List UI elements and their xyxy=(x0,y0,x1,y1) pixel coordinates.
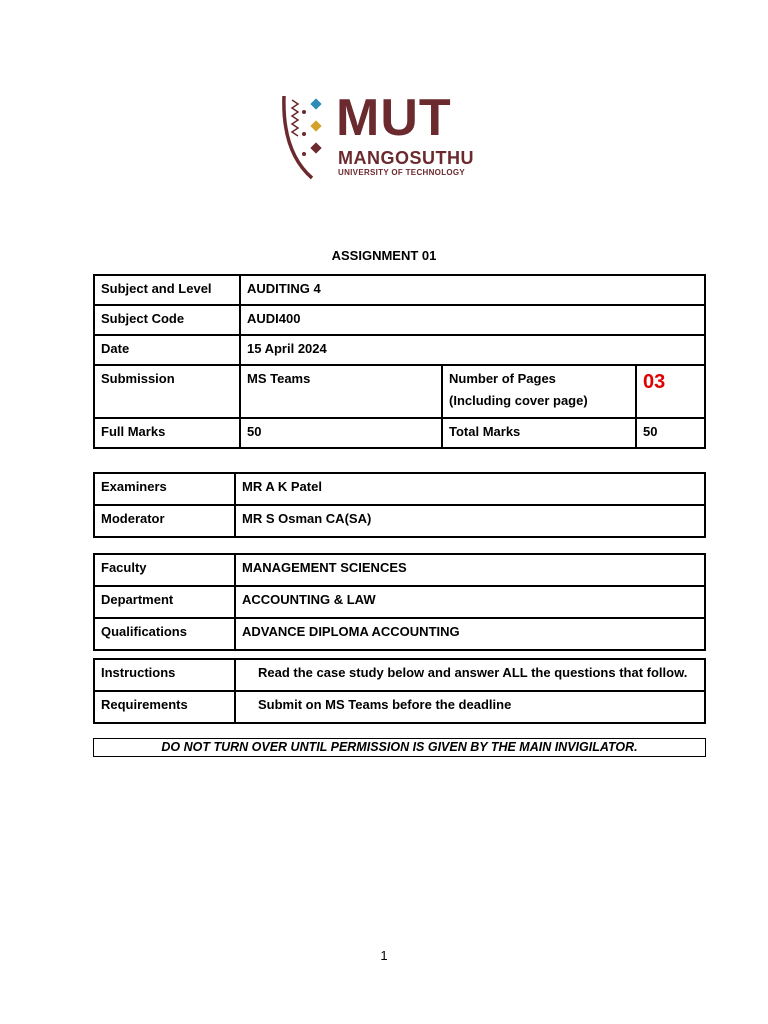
total-marks-value: 50 xyxy=(636,418,705,448)
page-title: ASSIGNMENT 01 xyxy=(331,248,437,263)
table-row xyxy=(94,473,705,505)
department-label: Department xyxy=(94,586,235,618)
table-row xyxy=(94,586,705,618)
date-value: 15 April 2024 xyxy=(240,335,705,365)
faculty-label: Faculty xyxy=(94,554,235,586)
instructions-table xyxy=(93,658,706,724)
pages-label-line1: Number of Pages xyxy=(449,371,556,386)
table-row xyxy=(94,691,705,723)
qualifications-label: Qualifications xyxy=(94,618,235,650)
table-row xyxy=(94,618,705,650)
instructions-label: Instructions xyxy=(94,659,235,691)
submission-value: MS Teams xyxy=(240,365,442,418)
examiners-value: MR A K Patel xyxy=(235,473,705,505)
pages-value xyxy=(636,365,705,418)
submission-label: Submission xyxy=(94,365,240,418)
subject-label: Subject and Level xyxy=(94,275,240,305)
assignment-details-table xyxy=(93,274,706,449)
moderator-label: Moderator xyxy=(94,505,235,537)
code-label: Subject Code xyxy=(94,305,240,335)
moderator-value: MR S Osman CA(SA) xyxy=(235,505,705,537)
department-value: ACCOUNTING & LAW xyxy=(235,586,705,618)
examiners-table xyxy=(93,472,706,538)
date-label: Date xyxy=(94,335,240,365)
table-row xyxy=(94,659,705,691)
pages-label xyxy=(442,365,636,418)
requirements-label: Requirements xyxy=(94,691,235,723)
table-row xyxy=(94,505,705,537)
qualifications-value: ADVANCE DIPLOMA ACCOUNTING xyxy=(235,618,705,650)
table-row xyxy=(94,305,705,335)
subject-value: AUDITING 4 xyxy=(240,275,705,305)
examiners-label: Examiners xyxy=(94,473,235,505)
logo-wordmark: MUT xyxy=(336,89,452,147)
full-marks-value: 50 xyxy=(240,418,442,448)
pages-label-line2: (Including cover page) xyxy=(449,393,588,408)
table-row xyxy=(94,418,705,448)
table-row xyxy=(94,335,705,365)
total-marks-label: Total Marks xyxy=(442,418,636,448)
table-row xyxy=(94,275,705,305)
requirements-value: Submit on MS Teams before the deadline xyxy=(235,691,705,723)
table-row xyxy=(94,365,705,418)
logo-university-subtitle: UNIVERSITY OF TECHNOLOGY xyxy=(338,168,466,177)
logo-university-name: MANGOSUTHU xyxy=(338,148,474,168)
pages-count: 03 xyxy=(643,371,666,393)
table-row xyxy=(94,554,705,586)
page-number: 1 xyxy=(380,948,388,963)
code-value: AUDI400 xyxy=(240,305,705,335)
instructions-value: Read the case study below and answer ALL the questions that follow. xyxy=(235,659,705,691)
faculty-value: MANAGEMENT SCIENCES xyxy=(235,554,705,586)
invigilator-warning: DO NOT TURN OVER UNTIL PERMISSION IS GIVEN BY THE MAIN INVIGILATOR. xyxy=(93,738,706,757)
full-marks-label: Full Marks xyxy=(94,418,240,448)
logo-emblem-icon xyxy=(278,92,334,182)
university-logo xyxy=(278,89,488,182)
faculty-table xyxy=(93,553,706,651)
